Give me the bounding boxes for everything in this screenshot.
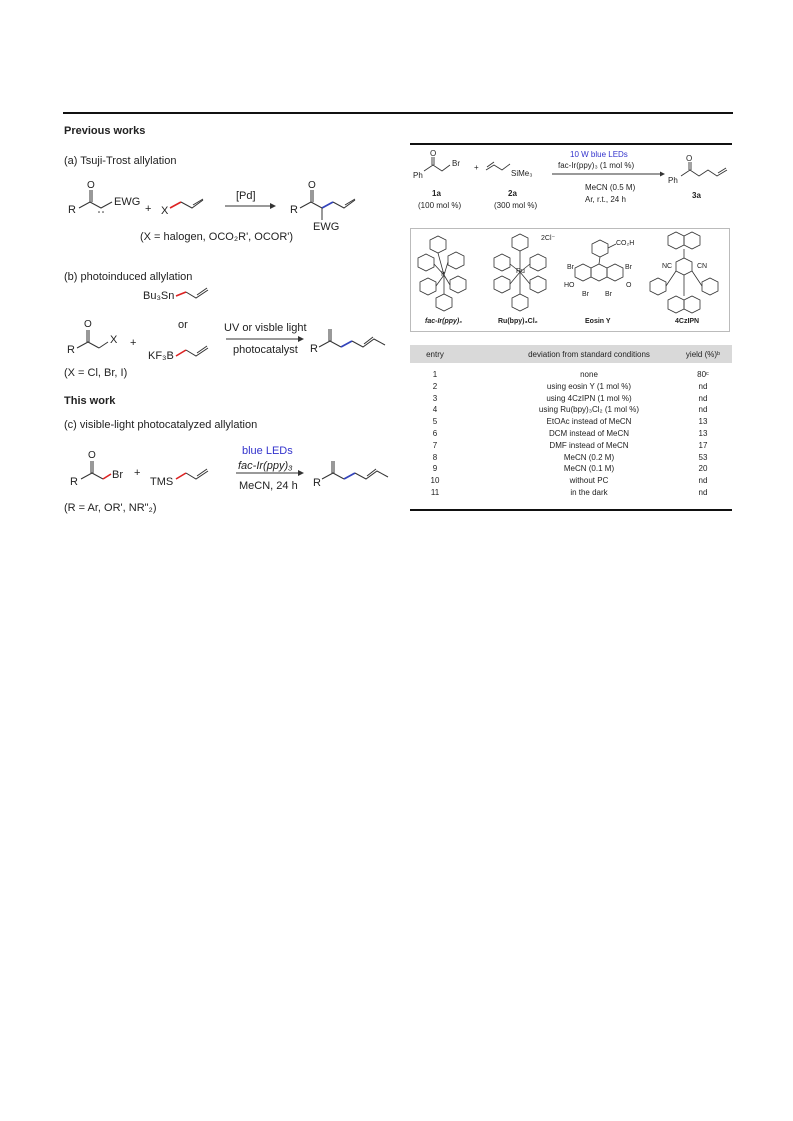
cell-yield: nd [698, 381, 708, 391]
ir-center: Ir [441, 271, 446, 278]
cell-entry: 7 [432, 440, 438, 450]
cell-entry: 9 [432, 464, 438, 474]
b-r-label: R [67, 344, 75, 356]
a-o-label-2: O [308, 180, 316, 191]
cell-entry: 1 [432, 370, 438, 379]
catalyst-structures [0, 0, 793, 340]
c-cond-catalyst: fac-Ir(ppy)₃ [238, 460, 293, 472]
table-row [414, 488, 730, 497]
eosin-br-c: Br [582, 291, 589, 298]
cell-yield: nd [698, 393, 708, 403]
cell-entry: 8 [432, 452, 438, 462]
eosin-br-d: Br [605, 291, 612, 298]
c-plus: + [134, 467, 141, 479]
catalyst-label-ru: Ru(bpy)₃Cl₂ [498, 318, 538, 325]
b-plus: + [130, 337, 137, 349]
r-cond-bot-2: Ar, r.t., 24 h [585, 195, 626, 204]
r-ph-3a: Ph [668, 176, 678, 185]
b-note: (X = Cl, Br, I) [64, 367, 128, 379]
eosin-ho: HO [564, 282, 575, 289]
c-note: (R = Ar, OR', NR"₂) [64, 502, 157, 514]
r-label-1a: 1a [432, 189, 441, 198]
cell-deviation: without PC [569, 476, 609, 486]
cell-deviation: EtOAc instead of MeCN [546, 417, 632, 427]
cell-deviation: DCM instead of MeCN [548, 429, 630, 438]
cell-entry: 4 [432, 405, 438, 415]
table-header [414, 350, 730, 359]
a-r-label-1: R [68, 204, 76, 216]
ru-charge: 2Cl⁻ [541, 235, 556, 242]
table-row [414, 417, 730, 426]
r-ph-1a: Ph [413, 171, 423, 180]
catalyst-label-eosin: Eosin Y [585, 318, 611, 325]
table-row [414, 464, 730, 473]
c-rp-label: R [313, 477, 321, 489]
cell-deviation: MeCN (0.1 M) [563, 464, 615, 474]
r-cond-bot-1: MeCN (0.5 M) [585, 183, 636, 192]
a-ewg-label-1: EWG [114, 196, 141, 208]
catalyst-label-ir: fac-Ir(ppy)₃ [425, 318, 462, 325]
b-kf3b: KF₃B [148, 350, 174, 362]
cell-entry: 5 [432, 417, 438, 427]
cell-yield: 80ᶜ [697, 370, 709, 379]
r-sime3: SiMe₃ [511, 169, 533, 178]
r-br-1a: Br [452, 159, 460, 168]
cell-deviation: none [580, 370, 598, 379]
r-cond-top-2: fac-Ir(ppy)₃ (1 mol %) [558, 161, 635, 170]
b-rp-label: R [310, 343, 318, 355]
this-work-heading: This work [64, 395, 116, 407]
section-b-title: (b) photoinduced allylation [64, 271, 193, 283]
a-note: (X = halogen, OCO₂R', OCOR') [140, 231, 294, 243]
table-row [414, 453, 730, 462]
header-deviation: deviation from standard conditions [528, 350, 650, 359]
cell-yield: nd [698, 488, 708, 497]
cz-cn: CN [697, 263, 708, 270]
eosin-o: O [626, 282, 632, 289]
table-row [414, 441, 730, 450]
a-x-label: X [161, 205, 169, 217]
c-o-label: O [88, 450, 96, 461]
a-reagent-pd: [Pd] [236, 190, 256, 202]
cell-deviation: MeCN (0.2 M) [563, 452, 615, 462]
cell-entry: 10 [430, 476, 440, 486]
table-row [414, 382, 730, 391]
a-r-label-2: R [290, 204, 298, 216]
cell-yield: nd [698, 405, 708, 415]
section-c-title: (c) visible-light photocatalyzed allylation [64, 419, 258, 431]
r-label-3a: 3a [692, 191, 701, 200]
table-row [414, 370, 730, 379]
cell-entry: 3 [432, 393, 438, 403]
a-plus: + [145, 203, 152, 215]
cell-deviation: DMF instead of MeCN [549, 440, 629, 450]
r-label-2a: 2a [508, 189, 517, 198]
r-cond-top-1: 10 W blue LEDs [570, 150, 628, 159]
c-r-label: R [70, 476, 78, 488]
cell-deviation: using eosin Y (1 mol %) [546, 381, 632, 391]
table-row [414, 394, 730, 403]
cell-yield: 20 [698, 464, 708, 474]
cell-yield: 13 [698, 429, 708, 438]
r-label-2a-amount: (300 mol %) [494, 201, 538, 210]
cell-yield: 17 [698, 440, 708, 450]
cell-yield: 53 [698, 452, 708, 462]
c-cond-blue-leds: blue LEDs [242, 445, 293, 457]
cell-entry: 11 [430, 488, 440, 497]
r-plus: + [474, 163, 479, 172]
c-tms: TMS [150, 476, 174, 488]
eosin-co2h: CO₂H [616, 240, 635, 247]
bottom-rule [410, 509, 732, 511]
eosin-br-b: Br [625, 264, 632, 271]
previous-works-heading: Previous works [64, 125, 146, 137]
c-br-label: Br [112, 469, 123, 481]
cz-nc: NC [662, 263, 673, 270]
header-entry: entry [426, 350, 444, 359]
table-row [414, 405, 730, 414]
b-cond-2: photocatalyst [233, 344, 298, 356]
cell-deviation: using 4CzIPN (1 mol %) [546, 393, 632, 403]
cell-deviation: in the dark [570, 488, 608, 497]
table-row [414, 429, 730, 438]
b-x-label: X [110, 334, 118, 346]
r-o-1a: O [430, 149, 437, 158]
header-yield: yield (%)ᵇ [685, 350, 721, 359]
cell-entry: 2 [432, 381, 438, 391]
b-o-label: O [84, 319, 92, 330]
a-ewg-label-2: EWG [313, 221, 340, 233]
cell-yield: 13 [698, 417, 708, 427]
section-a-title: (a) Tsuji-Trost allylation [64, 155, 177, 167]
c-cond-solvent: MeCN, 24 h [239, 480, 298, 492]
a-o-label-1: O [87, 180, 95, 191]
cell-entry: 6 [432, 429, 438, 438]
r-o-3a: O [686, 154, 693, 163]
catalyst-label-4czipn: 4CzIPN [675, 318, 700, 325]
b-or: or [178, 319, 188, 331]
table-row [414, 476, 730, 485]
cell-yield: nd [698, 476, 708, 486]
eosin-br-a: Br [567, 264, 574, 271]
ru-center: Ru [516, 268, 525, 275]
cell-deviation: using Ru(bpy)₃Cl₂ (1 mol %) [538, 405, 640, 415]
b-bu3sn: Bu₃Sn [143, 290, 175, 302]
r-label-1a-amount: (100 mol %) [418, 201, 462, 210]
b-cond-1: UV or visble light [224, 322, 307, 334]
